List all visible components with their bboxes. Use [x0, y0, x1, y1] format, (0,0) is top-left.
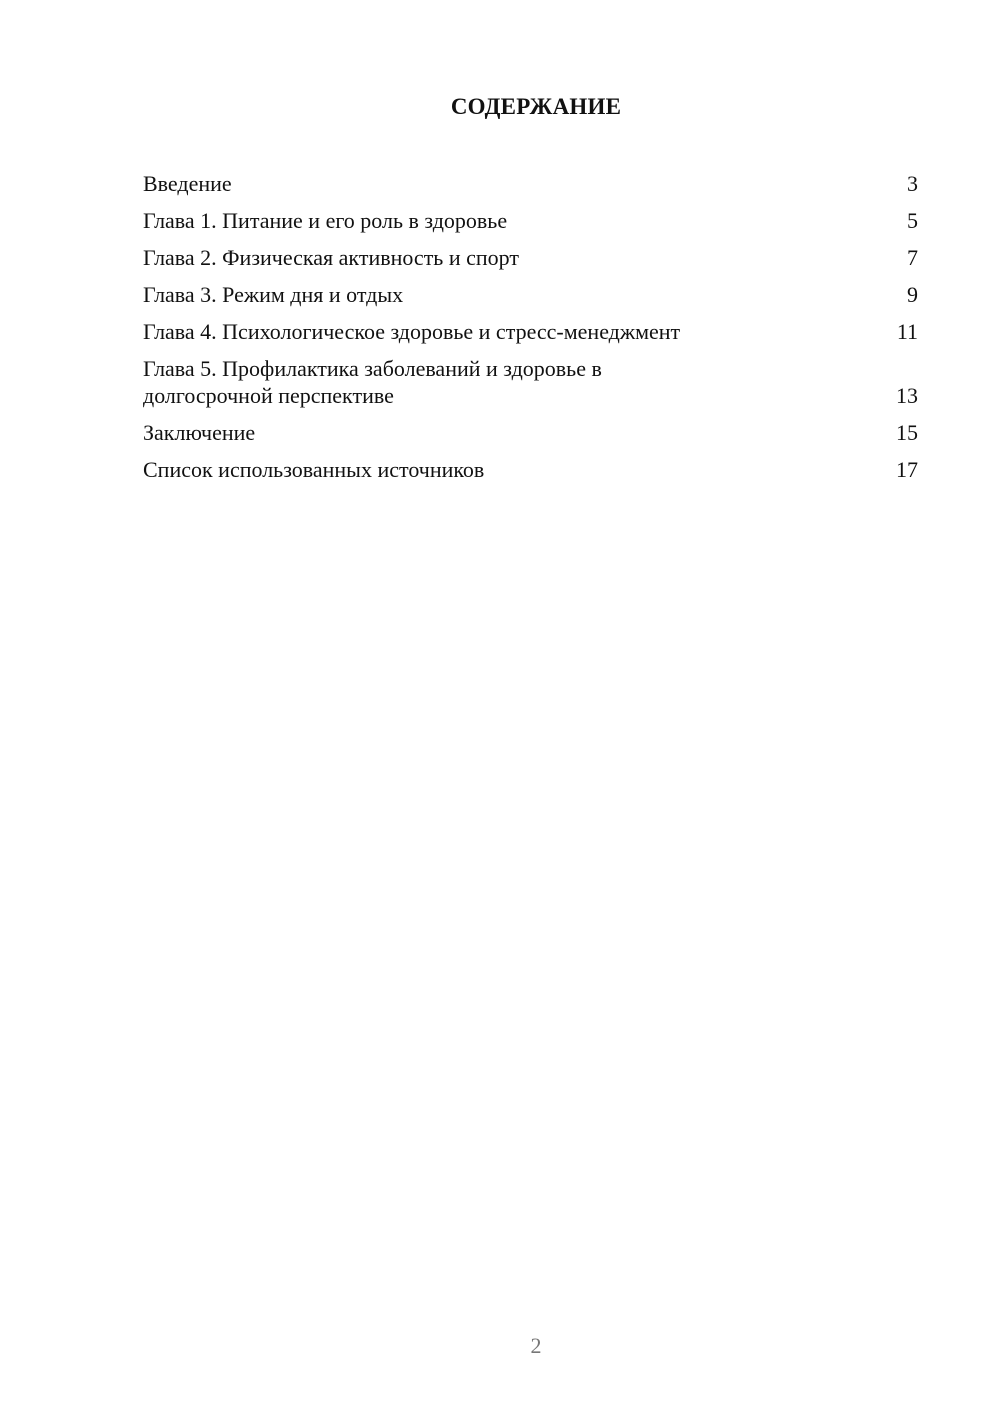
- toc-entry-references[interactable]: [143, 456, 918, 483]
- toc-entry-label: Глава 3. Режим дня и отдых: [143, 282, 404, 307]
- toc-entry-chapter-2[interactable]: [143, 244, 918, 271]
- toc-entry-page: 17: [896, 457, 918, 482]
- toc-entry-label: Глава 1. Питание и его роль в здоровье: [143, 208, 508, 233]
- page-number: 2: [530, 1333, 542, 1358]
- toc-entry-label: Глава 2. Физическая активность и спорт: [143, 245, 519, 270]
- toc-entry-page: 11: [896, 319, 918, 344]
- toc-entry-label: Глава 4. Психологическое здоровье и стресс-менеджмент: [143, 319, 681, 344]
- toc-entry-label: Глава 5. Профилактика заболеваний и здоровье в долгосрочной перспективе: [143, 356, 602, 408]
- toc-entry-chapter-5[interactable]: [143, 355, 918, 409]
- toc-entry-chapter-3[interactable]: [143, 281, 918, 308]
- toc-entry-page: 7: [907, 245, 918, 270]
- toc-entry-page: 13: [896, 383, 918, 408]
- table-of-contents: [143, 170, 918, 493]
- toc-entry-page: 9: [907, 282, 918, 307]
- toc-entry-introduction[interactable]: [143, 170, 918, 197]
- toc-entry-label: Введение: [143, 171, 232, 196]
- toc-entry-page: 3: [907, 171, 918, 196]
- toc-heading: СОДЕРЖАНИЕ: [450, 94, 622, 119]
- toc-entry-chapter-4[interactable]: [143, 318, 918, 345]
- toc-entry-chapter-1[interactable]: [143, 207, 918, 234]
- toc-entry-page: 5: [907, 208, 918, 233]
- toc-entry-conclusion[interactable]: [143, 419, 918, 446]
- toc-entry-label: Заключение: [143, 420, 256, 445]
- toc-entry-page: 15: [896, 420, 918, 445]
- toc-entry-label: Список использованных источников: [143, 457, 485, 482]
